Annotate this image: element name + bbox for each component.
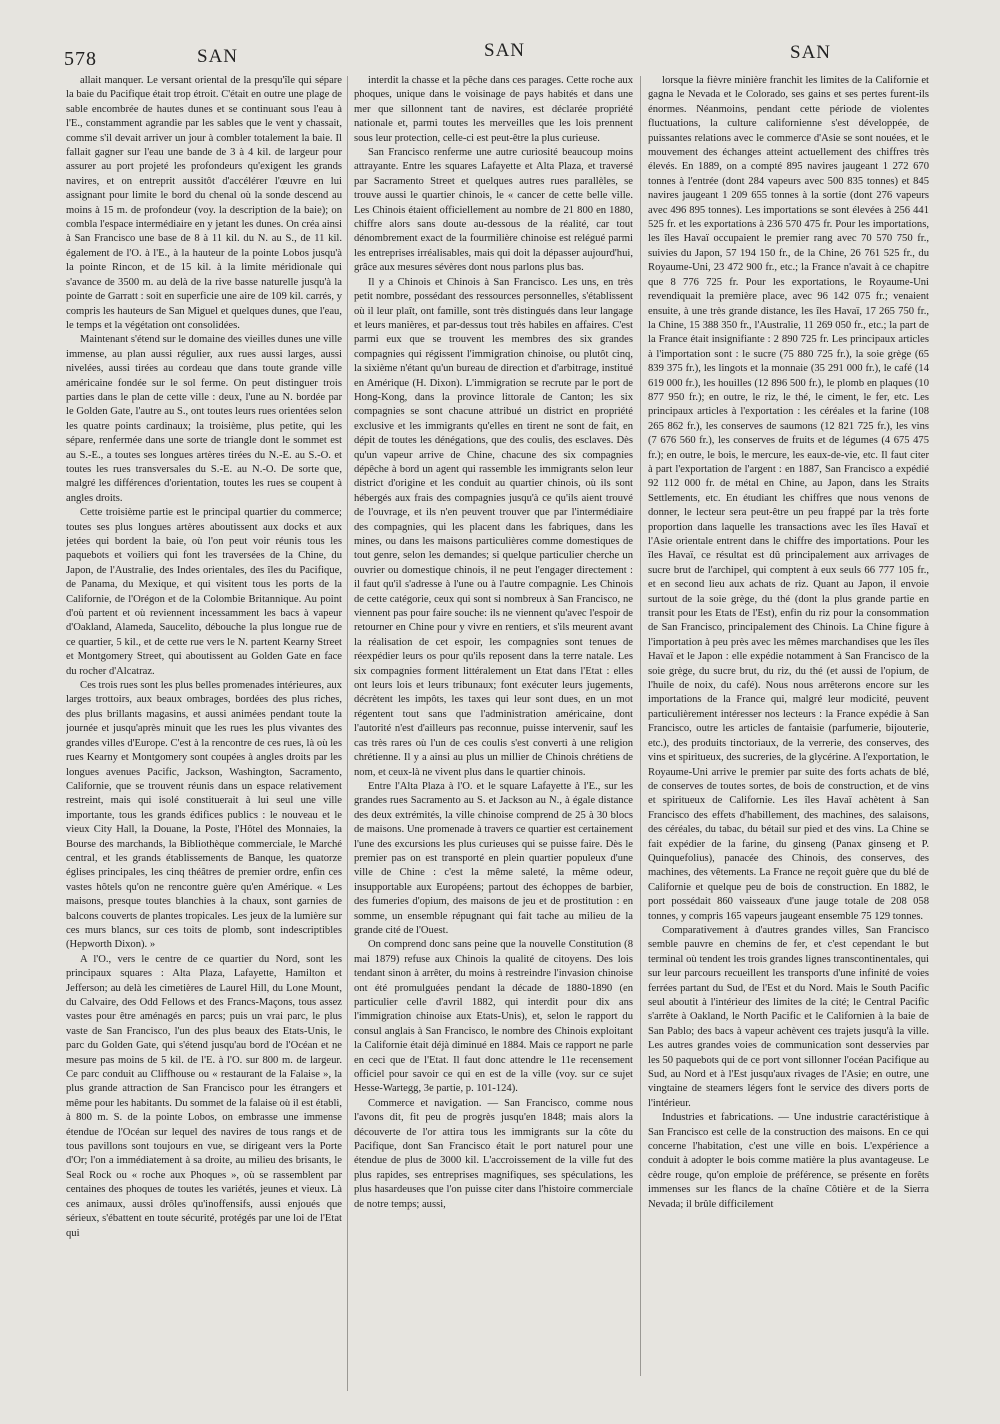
page-number: 578 — [64, 48, 97, 70]
paragraph: Industries et fabrications. — Une industrie caractéristique à San Francisco est celle de la construction des maisons. En ce qui concerne l'habitation, c'est une ville en bois. L'expérience a conduit à adopter le bois comme matière la plus avantageuse. Le cèdre rouge, qu'on emploie de préférence, se présente en forêts immenses sur les flancs de la chaîne Côtière et de la Sierra Nevada; il brûle difficilement — [648, 1112, 929, 1210]
paragraph: Il y a Chinois et Chinois à San Francisco. Les uns, en très petit nombre, possédant des ressources personnelles, s'établissent où il leur plaît, ont famille, sont très distingués dans leur langage et leurs manières, et par-dessus tout très habiles en affaires. C'est parmi eux que se trouvent les membres des six grandes compagnies qui régissent l'immigration chinoise, ou plutôt cinq, la sixième n'étant qu'un bureau de direction et d'arbitrage, institué en Amérique (H. Dixon). L'immigration se recrute par le port de Hong-Kong, dans la province littorale de Canton; les six compagnies se sont chacune attribué un district en propriété exclusive et les immigrants qu'elles en tirent ne sont de fait, en dépit de toutes les dénégations, que des coulis, des esclaves. Dès qu'un vapeur arrive de Chine, chacune des six compagnies dépêche à bord un agent qui rassemble les immigrants selon leur district d'origine et les conduit au quartier chinois, où ils sont hébergés aux frais des compagnies jusqu'à ce qu'ils aient trouvé de l'ouvrage, et ils n'en peuvent trouver que par l'intermédiaire des compagnies, qui les placent dans les fabriques, dans les mines, ou dans les maisons particulières comme domestiques de tout genre, selon les demandes; si quelque particulier cherche un ouvrier ou domestique chinois, il ne peut l'engager directement : il faut qu'il s'adresse à l'une ou à l'autre compagnie. Les Chinois de cette catégorie, ceux qui sont si nombreux à San Francisco, ne viennent pas pour faire souche: ils ne viennent qu'avec l'espoir de retourner en Chine pour y vivre en rentiers, et s'ils meurent avant la réalisation de cet espoir, les compagnies sont tenues de réexpédier leurs os pour qu'ils reposent dans la terre natale. Les six compagnies forment littéralement un Etat dans l'Etat : elles ont leurs lois et leurs tribunaux; font exécuter leurs jugements, décrètent les impôts, les taxes qui leur sont dues, en un mot régentent tout sans que l'administration américaine, dont l'autorité n'est d'ailleurs pas reconnue, puisse intervenir, sauf les cas très rares où l'un de ces coulis s'est converti à une religion chrétienne. Il y a ainsi au plus un millier de Chinois chrétiens de nom, et ceux-là ne vivent plus dans le quartier chinois. — [354, 276, 633, 778]
running-title-right: SAN — [790, 42, 832, 63]
paragraph: Ces trois rues sont les plus belles promenades intérieures, aux larges trottoirs, aux beaux ombrages, bordées des plus riches, des plus brillants magasins, et aussi animées pendant toute la journée et jusqu'après minuit que les rues les plus vivantes des grandes villes d'Europe. C'est à la rencontre de ces rues, là où les rues Kearny et Montgomery sont coupées à angles droits par les longues avenues Pacific, Jackson, Washington, Sacramento, Californie, que se trouvent réunis dans un espace relativement restreint, mais qui isolé constituerait à lui seul une ville importante, tous les grands édifices publics : le nouveau et le vieux City Hall, la Douane, la Poste, l'Hôtel des Monnaies, la Bourse des marchands, la Bibliothèque commerciale, le Marché central, et les grands établissements de Banque, les quatorze églises principales, les cinq théâtres de premier ordre, enfin ces vastes hôtels qu'on ne rencontre guère qu'en Amérique. « Les maisons, presque toutes blanchies à la chaux, sont garnies de balcons couverts de plantes tropicales. Les jeux de la lumière sur ces murs blancs, sur ces toits de plomb, sont indescriptibles (Hepworth Dixon). » — [66, 680, 342, 951]
running-header — [0, 38, 1000, 72]
text-column-1 — [66, 74, 342, 1404]
paragraph: Cette troisième partie est le principal quartier du commerce; toutes ses plus longues artères aboutissent aux docks et aux jetées qui bordent la baie, où l'on peut voir réunis tous les paquebots et voiliers qui font les traversées de la Chine, du Japon, de l'Australie, des Indes orientales, des îles du Pacifique, de Panama, du Mexique, et qui visitent tous les ports de la Californie, de l'Orégon et de la Colombie Britannique. Au point d'où partent et où reviennent incessamment les bacs à vapeur d'Oakland, Alameda, Saucelito, débouche la plus longue rue de ce quartier, 5 kil., et de cette rue vers le N. partent Kearny Street et Montgomery Street, qui aboutissent au Golden Gate en face du rocher d'Alcatraz. — [66, 507, 342, 677]
paragraph: Comparativement à d'autres grandes villes, San Francisco semble pauvre en chemins de fer, et c'est cependant le but terminal où tendent les trois grandes lignes transcontinentales, qui sur leur parcours recueillent les transports d'une infinité de voies ferrées partant du Sud, de l'Est et du Nord. Mais le South Pacific seul aboutit à l'intérieur des limites de la cité; le Central Pacific s'arrête à Oakland, le North Pacific et le Californien à la baie de San Pablo; des bacs à vapeur achèvent ces trajets jusqu'à la ville. Les autres grandes voies de communication sont desservies par les 50 paquebots qui de ce port vont sillonner l'océan Pacifique au Sud, au Nord et à l'Est jusqu'aux rivages de l'Asie; en outre, une vingtaine de steamers légers font le service des divers ports de l'intérieur. — [648, 924, 929, 1109]
column-divider — [347, 76, 348, 1391]
running-title-left: SAN — [197, 46, 239, 67]
paragraph: San Francisco renferme une autre curiosité beaucoup moins attrayante. Entre les squares Lafayette et Alta Plaza, et traversé par Sacramento Street et quelques autres rues parallèles, se trouve aussi le quartier chinois, le « cancer de cette belle ville. Les Chinois étaient officiellement au nombre de 21 800 en 1880, chiffre alors sans doute au-dessous de la réalité, car tout dénombrement exact de la fourmilière chinoise est relégué parmi les entreprises irréalisables, mais qui doit la dépasser aujourd'hui, grâce aux mesures sévères dont nous parlons plus bas. — [354, 147, 633, 274]
paragraph: lorsque la fièvre minière franchit les limites de la Californie et gagna le Nevada et le Colorado, ses gains et ses pertes furent-ils énormes. Néanmoins, pendant cette période de violentes fluctuations, la culture californienne s'est développée, de puissantes relations avec le commerce d'Asie se sont nouées, et le mouvement des échanges atteint actuellement des chiffres très élevés. En 1889, on a compté 895 navires jaugeant 1 272 670 tonnes à l'entrée (dont 284 vapeurs avec 500 835 tonnes) et 845 navires jaugeant 1 209 655 tonnes à la sortie (dont 276 vapeurs avec 496 895 tonnes). Les importations se sont élevées à 256 441 525 fr. et les exportations à 236 570 475 fr. Pour les importations, les îles Havaï occupaient le premier rang avec 70 570 750 fr., suivies du Japon, 57 194 150 fr., de la Chine, 26 761 525 fr., du Royaume-Uni, 23 472 900 fr., etc.; la France n'avait à ce chapitre que 8 776 725 fr. Pour les exportations, le Royaume-Uni revendiquait la première place, avec 96 142 075 fr.; venaient ensuite, à une très grande distance, les îles Havaï, 17 265 750 fr., la Chine, 15 388 350 fr., l'Australie, 11 269 050 fr., etc.; la part de la France était insignifiante : 2 890 725 fr. Les principaux articles à l'importation sont : le sucre (75 880 725 fr.), la soie grège (65 839 375 fr.), les lingots et la monnaie (35 291 000 fr.), le café (14 619 000 fr.), les houilles (12 896 500 fr.), le plomb en plaques (10 877 950 fr.); en outre, le riz, le thé, le ciment, le fer, etc. Les principaux articles à l'exportation : les céréales et la farine (108 265 862 fr.), les conserves de saumons (12 821 725 fr.), les vins (7 676 560 fr.), les conserves de fruits et de légumes (4 675 475 fr.); en outre, le bois, le mercure, les eaux-de-vie, etc. Il faut citer à part l'exportation de l'argent : en 1887, San Francisco a expédié 92 112 000 fr. de métal en Chine, au Japon, dans les Straits Settlements, etc. En étudiant les chiffres que nous venons de donner, le lecteur sera peut-être un peu frappé par la très forte proportion dans laquelle les transactions avec les îles Havaï et l'Asie orientale entrent dans le chiffre des importations. Pour les îles Havaï, ce résultat est dû principalement aux arrivages de sucre brut de l'archipel, qui comptent à eux seuls 66 777 105 fr., et en second lieu aux achats de riz. Quant au Japon, il envoie surtout de la soie grège, du thé (dont la plus grande partie en transit pour les Etats de l'Est), enfin du riz pour la consommation de San Francisco, principalement des Chinois. La Chine figure à l'importation à peu près avec les mêmes marchandises que les îles Havaï et le Japon : elle expédie notamment à San Francisco de la soie grège, du sucre brut, du riz, du thé (et aussi de l'opium, de l'huile de noix, du café). Nous nous arrêterons encore sur les importations de la France qui, malgré leur modicité, peuvent particulièrement intéresser nos lecteurs : la France expédie à San Francisco, outre les articles de fantaisie (parfumerie, bijouterie, etc.), des produits tinctoriaux, de la verrerie, des conserves, des vins et spiritueux, des sucreries, de la glycérine. A l'exportation, le Royaume-Uni arrive le premier par suite des forts achats de blé, de conserves de toutes sortes, de bois de construction, et de vins et spiritueux de Californie. Les îles Havaï achètent à San Francisco des effets d'habillement, des machines, des salaisons, des céréales, du tabac, du bétail sur pied et des vins. La Chine se fait expédier de la farine, du ginseng (Panax ginseng et P. Quinquefolius), panacée des Chinois, des conserves, des machines, des vêtements. La France ne reçoit guère que du blé de Californie et quelque peu de bois de construction. En 1882, le port possédait 860 vaisseaux d'une jauge totale de 208 058 tonnes, y compris 165 vapeurs jaugeant ensemble 75 129 tonnes. — [648, 75, 929, 922]
paragraph: On comprend donc sans peine que la nouvelle Constitution (8 mai 1879) refuse aux Chinois la qualité de citoyens. Des lois tendant sinon à arrêter, du moins à restreindre l'invasion chinoise ont été promulguées pendant la décade de 1880-1890 (en particulier celle d'avril 1882, qui interdit pour dix ans l'immigration chinoise aux Etats-Unis), et, selon le rapport du consul anglais à San Francisco, le nombre des Chinois exploitant la Californie était déjà diminué en 1884. Mais ce rapport ne parle en ceci que de l'Etat. Il faut donc attendre le 11e recensement officiel pour savoir ce qui en est de la ville (voy. sur ce sujet Hesse-Wartegg, 3e partie, p. 101-124). — [354, 939, 633, 1095]
paragraph: Entre l'Alta Plaza à l'O. et le square Lafayette à l'E., sur les grandes rues Sacramento au S. et Jackson au N., à égale distance des deux extrémités, la ville chinoise comprend de 25 à 30 blocs de maisons. Une promenade à travers ce quartier est certainement l'une des excursions les plus curieuses qui se puisse faire. Dès le premier pas on est transporté en plein quartier populeux d'une ville de Chine : c'est la même saleté, la même odeur, insupportable aux Européens; partout des échoppes de barbier, des fumeries d'opium, des maisons de jeu et de prostitution : en somme, un ensemble répugnant qui fait tache au milieu de la grande cité de l'Ouest. — [354, 780, 633, 936]
text-column-3 — [648, 74, 929, 1384]
paragraph: allait manquer. Le versant oriental de la presqu'île qui sépare la baie du Pacifique était trop étroit. C'était en outre une plage de sable encombrée de hautes dunes et se continuant sous l'eau à l'E., constamment agrandie par les sables que le vent y chassait, comme s'il devait arriver un jour à combler totalement la baie. Il fallait gagner sur l'eau une bande de 3 à 4 kil. de largeur pour assurer au port projeté les profondeurs qu'exigent les grands navires, et on entreprit aussitôt d'accélérer l'œuvre en lui assignant pour limite le bord du chenal où la sonde descend au moins à 15 m. de profondeur (voy. la description de la baie); on combla l'espace intermédiaire en y jetant les dunes. On créa ainsi à San Francisco une base de 8 à 11 kil. du N. au S., de 11 kil. également de l'O. à l'E., à la hauteur de la pointe Lobos jusqu'à la pointe Rincon, et de 15 kil. à la limite méridionale qui s'avance de 3500 m. au delà de la rive basse naturelle jusqu'à la pointe de Garratt : soit en superficie une aire de 109 kil. carrés, y compris les hauteurs de San Miguel et quelques dunes, que l'eau, le temps et la végétation ont consolidées. — [66, 75, 342, 331]
paragraph: interdit la chasse et la pêche dans ces parages. Cette roche aux phoques, unique dans le voisinage de pays habités et dans une mer que sillonnent tant de navires, est déclarée propriété nationale et, parmi toutes les merveilles que les lois prennent sous leur protection, celle-ci est peut-être la plus curieuse. — [354, 75, 633, 144]
paragraph: Maintenant s'étend sur le domaine des vieilles dunes une ville immense, au plan aussi régulier, aux rues aussi larges, aussi nivelées, aussi tirées au cordeau que dans toute grande ville américaine fondée sur le sol ferme. On peut distinguer trois parties dans le plan de cette ville : deux, l'une au N. bordée par le Golden Gate, l'autre au S., ont toutes leurs rues orientées selon les quatre points cardinaux; la troisième, plus petite, qui les sépare, renfermée dans une sorte de triangle dont le sommet est au S.-E., a toutes ses longues artères tirées du N.-E. au S.-O. et toutes les rues transversales du S.-E. au N.-O. De sorte que, malgré les différences d'orientation, toutes les rues se coupent à angles droits. — [66, 334, 342, 504]
column-divider — [640, 76, 641, 1376]
text-column-2 — [354, 74, 633, 1374]
running-title-center: SAN — [484, 40, 526, 61]
paragraph: A l'O., vers le centre de ce quartier du Nord, sont les principaux squares : Alta Plaza, Lafayette, Hamilton et Jefferson; au delà les cimetières de Laurel Hill, du Lone Mount, du Calvaire, des Odd Fellows et des Francs-Maçons, tous assez vastes pour être aménagés en parcs; puis un vrai parc, le plus vaste de San Francisco, l'un des plus beaux des Etats-Unis, le parc du Golden Gate, qui s'étend jusqu'au bord de l'Océan et ne mesure pas moins de 5 kil. de l'E. à l'O. sur 800 m. de largeur. Ce parc conduit au Cliffhouse ou « restaurant de la Falaise », la plus grande attraction de San Francisco pour les étrangers et même pour les habitants. Du sommet de la falaise où il est établi, à 800 m. S. de la pointe Lobos, on embrasse une immense étendue de l'Océan sur lequel des navires de tous rangs et de tous pavillons sont toujours en vue, se dirigeant vers la Porte d'Or; l'on a immédiatement à sa droite, au milieu des brisants, le Seal Rock ou « roche aux Phoques », où se rassemblent par centaines des phoques de toutes les variétés, jeunes et vieux. Là ces animaux, aussi drôles qu'inoffensifs, aussi enjoués que sérieux, s'ébattent en toute sécurité, protégés par une loi de l'Etat qui — [66, 953, 342, 1239]
paragraph: Commerce et navigation. — San Francisco, comme nous l'avons dit, fit peu de progrès jusqu'en 1848; mais alors la découverte de l'or attira tous les immigrants sur la côte du Pacifique, dont San Francisco était le port naturel pour une étendue de plus de 3000 kil. L'accroissement de la ville fut des plus rapides, ses entreprises magnifiques, ses spéculations, les plus hasardeuses que l'on puisse citer dans l'histoire commerciale de notre temps; aussi, — [354, 1097, 633, 1210]
